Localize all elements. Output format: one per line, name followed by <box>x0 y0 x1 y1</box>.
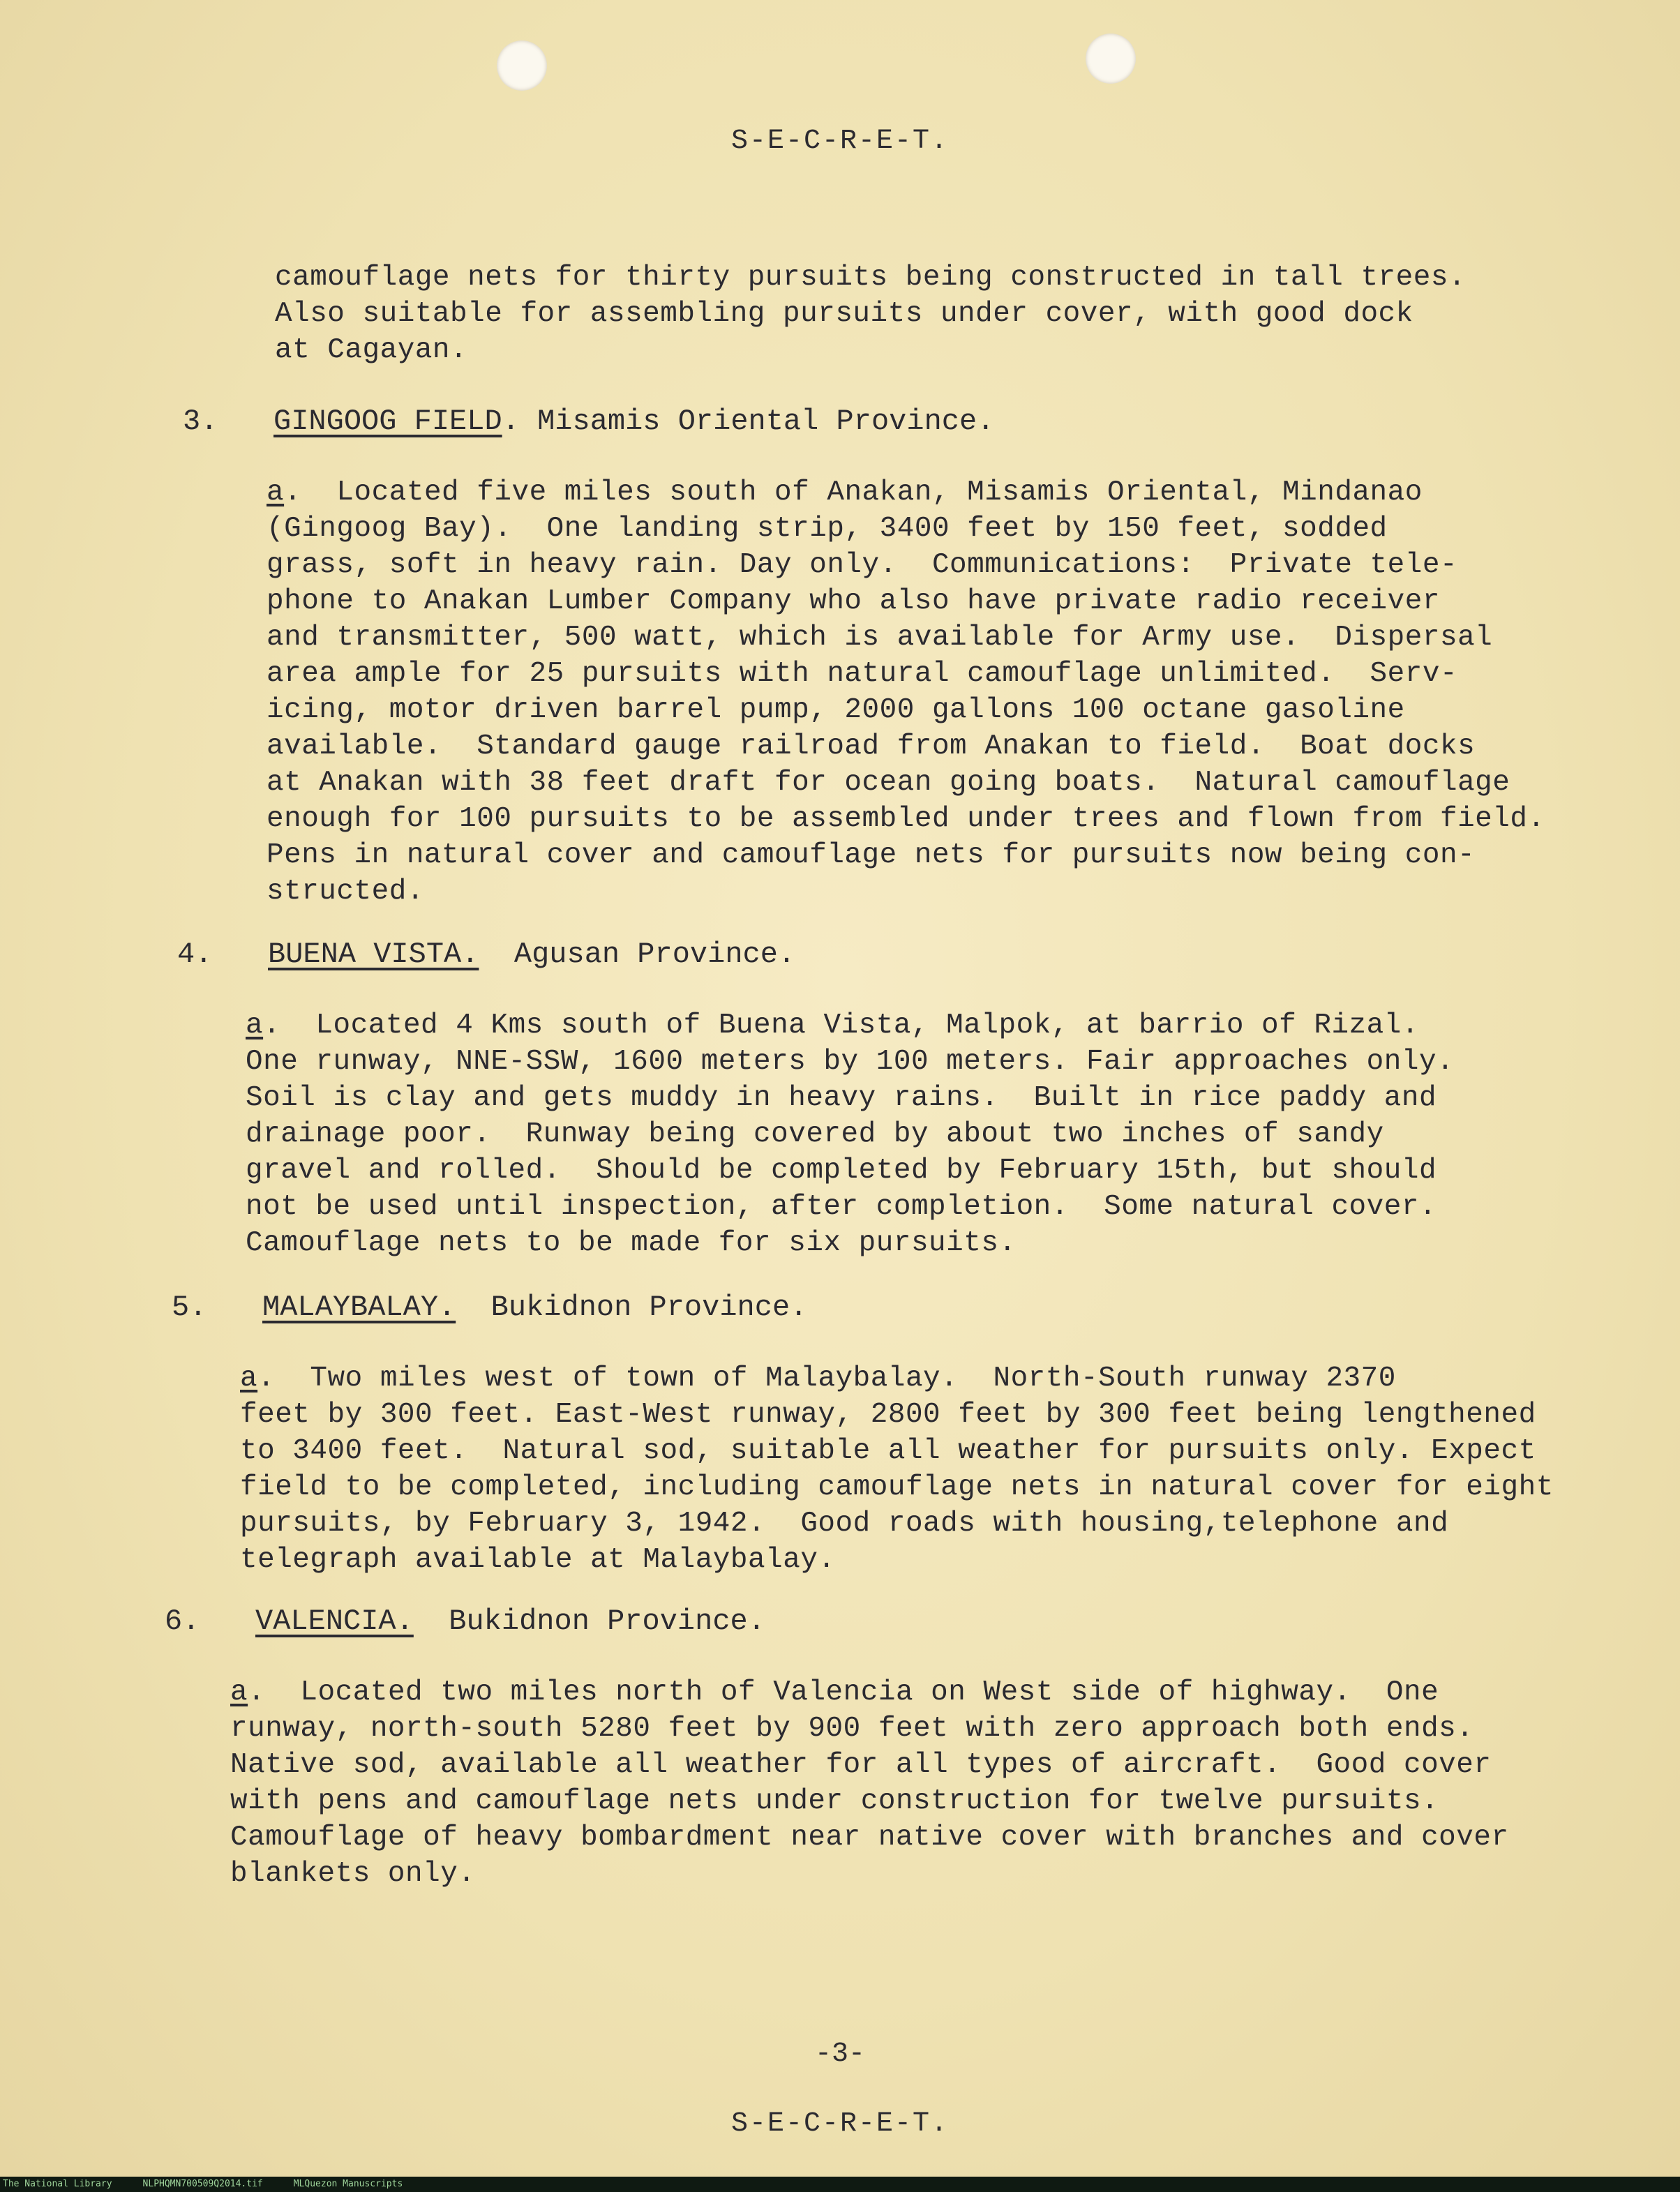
item-name: GINGOOG FIELD <box>273 405 502 438</box>
classification-footer: S-E-C-R-E-T. <box>730 2108 950 2140</box>
item-paragraph-malaybalay <box>240 1360 1554 1578</box>
text-line: at Cagayan. <box>275 334 468 366</box>
item-province: Bukidnon Province. <box>490 1291 808 1324</box>
page-number: -3- <box>814 2039 865 2070</box>
item-name: VALENCIA. <box>255 1605 414 1638</box>
footer-file: NLPHQMN700509Q2014.tif <box>142 2179 263 2189</box>
text-line: a. Located five miles south of Anakan, Misamis Oriental, Mindanao <box>267 476 1423 509</box>
footer-collection: MLQuezon Manuscripts <box>293 2179 403 2189</box>
text-line: Soil is clay and gets muddy in heavy rains. Built in rice paddy and <box>246 1082 1437 1114</box>
sub-label: a <box>267 476 285 509</box>
sub-label: a <box>230 1676 248 1709</box>
item-heading-malaybalay <box>172 1291 807 1324</box>
item-paragraph-buena-vista <box>246 1007 1454 1261</box>
sub-label: a <box>240 1363 258 1395</box>
text-line: drainage poor. Runway being covered by about two inches of sandy <box>246 1118 1384 1150</box>
item-heading-buena-vista <box>177 938 795 971</box>
footer-library: The National Library <box>3 2179 112 2189</box>
item-paragraph-valencia <box>230 1674 1509 1892</box>
text-line: with pens and camouflage nets under construction for twelve pursuits. <box>230 1785 1439 1817</box>
text-line: camouflage nets for thirty pursuits being constructed in tall trees. <box>275 262 1467 294</box>
item-province: Misamis Oriental Province. <box>537 405 995 438</box>
text-line: to 3400 feet. Natural sod, suitable all weather for pursuits only. Expect <box>240 1435 1536 1467</box>
text-line: a. Located two miles north of Valencia on West side of highway. One <box>230 1676 1439 1709</box>
text-line: gravel and rolled. Should be completed by February 15th, but should <box>246 1155 1437 1187</box>
punch-hole-right <box>1086 33 1136 84</box>
text-line: One runway, NNE-SSW, 1600 meters by 100 meters. Fair approaches only. <box>246 1046 1455 1078</box>
item-province: Bukidnon Province. <box>449 1605 765 1638</box>
text-line: Camouflage of heavy bombardment near native cover with branches and cover <box>230 1822 1509 1854</box>
scan-footer-bar <box>0 2177 1680 2192</box>
text-line: runway, north-south 5280 feet by 900 feet with zero approach both ends. <box>230 1713 1474 1745</box>
item-paragraph-gingoog <box>267 474 1545 910</box>
text-line: not be used until inspection, after completion. Some natural cover. <box>246 1191 1437 1223</box>
text-line: structed. <box>267 876 424 908</box>
text-line: Pens in natural cover and camouflage nets for pursuits now being con- <box>267 839 1476 871</box>
text-line: at Anakan with 38 feet draft for ocean going boats. Natural camouflage <box>267 767 1510 799</box>
text-line: enough for 100 pursuits to be assembled under trees and flown from field. <box>267 803 1545 835</box>
text-line: available. Standard gauge railroad from Anakan to field. Boat docks <box>267 730 1476 763</box>
text-line: grass, soft in heavy rain. Day only. Communications: Private tele- <box>267 549 1458 581</box>
punch-hole-left <box>497 40 547 91</box>
classification-header: S-E-C-R-E-T. <box>730 126 950 157</box>
sub-label: a <box>246 1009 264 1042</box>
item-heading-gingoog: 3. GINGOOG FIELD. Misamis Oriental Province. <box>183 405 995 438</box>
text-line: a. Two miles west of town of Malaybalay. North-South runway 2370 <box>240 1363 1396 1395</box>
text-line: feet by 300 feet. East-West runway, 2800 feet by 300 feet being lengthened <box>240 1399 1536 1431</box>
text-line: blankets only. <box>230 1858 476 1890</box>
item-province: Agusan Province. <box>513 938 796 971</box>
text-line: pursuits, by February 3, 1942. Good roads with housing,telephone and <box>240 1508 1449 1540</box>
text-line: phone to Anakan Lumber Company who also have private radio receiver <box>267 585 1440 617</box>
text-line: Also suitable for assembling pursuits under cover, with good dock <box>275 298 1413 330</box>
text-line: Camouflage nets to be made for six pursuits. <box>246 1227 1017 1259</box>
item-heading-valencia <box>165 1605 765 1638</box>
item-number: 5. <box>172 1291 207 1324</box>
item-number: 6. <box>165 1605 200 1638</box>
text-line: area ample for 25 pursuits with natural camouflage unlimited. Serv- <box>267 658 1458 690</box>
text-line: a. Located 4 Kms south of Buena Vista, Malpok, at barrio of Rizal. <box>246 1009 1419 1042</box>
item-number: 3. <box>183 405 218 438</box>
text-line: (Gingoog Bay). One landing strip, 3400 feet by 150 feet, sodded <box>267 513 1388 545</box>
continuation-paragraph <box>275 260 1466 368</box>
text-line: Native sod, available all weather for all types of aircraft. Good cover <box>230 1749 1492 1781</box>
text-line: and transmitter, 500 watt, which is available for Army use. Dispersal <box>267 622 1493 654</box>
item-name: MALAYBALAY. <box>262 1291 456 1324</box>
item-number: 4. <box>177 938 213 971</box>
text-line: telegraph available at Malaybalay. <box>240 1544 836 1576</box>
text-line: field to be completed, including camouflage nets in natural cover for eight <box>240 1471 1554 1503</box>
text-line: icing, motor driven barrel pump, 2000 gallons 100 octane gasoline <box>267 694 1405 726</box>
item-name: BUENA VISTA. <box>268 938 479 971</box>
